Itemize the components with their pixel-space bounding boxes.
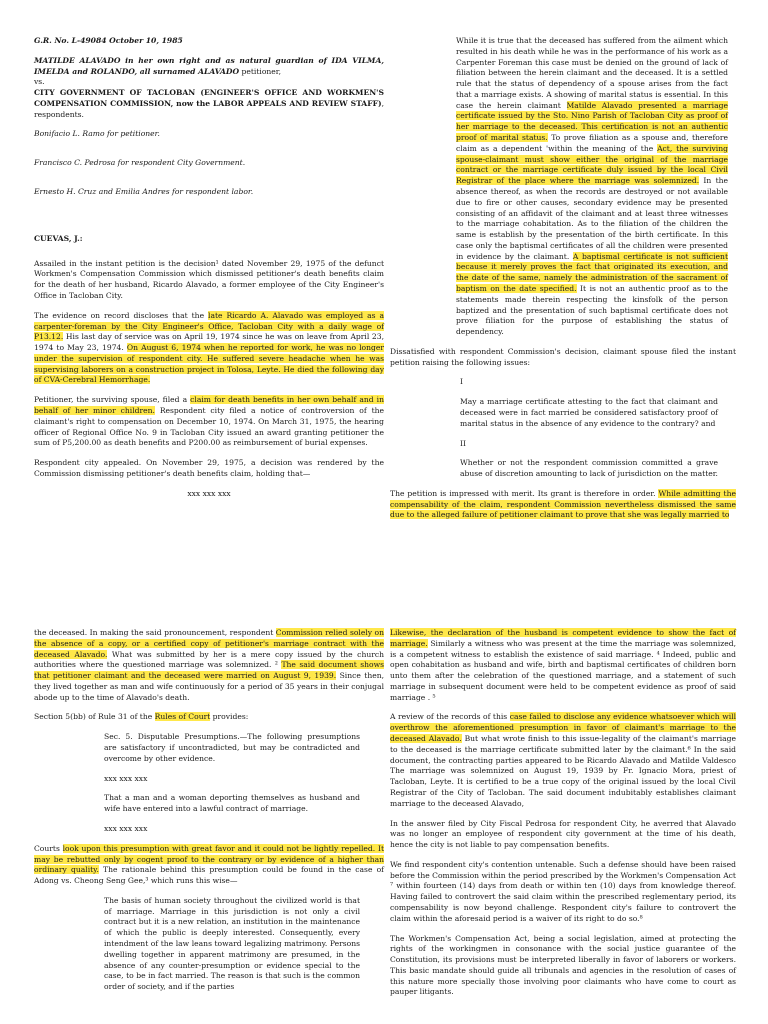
column-1-bottom <box>34 628 384 1002</box>
highlight: Likewise, the declaration of the husband is competent evidence to show the fact of marriage. <box>390 628 736 648</box>
counsel-petitioner: Bonifacio L. Ramo for petitioner. <box>34 129 160 139</box>
paragraph: The Workmen's Compensation Act, being a social legislation, aimed at protecting the rights of the workingmen in consonance with the social justice guarantee of the Constitution, its provisions must be interpreted liberally in favor of laborers or workers. This basic mandate should guide all tribunals and agencies in the resolution of cases of this nature more specially those involving poor claimants who have come to court as pauper litigants. <box>390 933 736 997</box>
block-quote: That a man and a woman deporting themselves as husband and wife have entered into a lawful contract of marriage. <box>104 793 360 814</box>
ellipsis: xxx xxx xxx <box>104 823 148 833</box>
highlight: While admitting the compensability of the claim, respondent Commission nevertheless dismissed the same due to the alleged failure of petitioner claimant to prove that she was legally married to <box>390 488 736 520</box>
quoted-decision: While it is true that the deceased has suffered from the ailment which resulted in his death while he was in the performance of his work as a Carpenter Foreman this case must be denied on the ground of lack of filiation between the herein claimant and the deceased. It is a settled rule that the status of dependency of a spouse arises from the fact that a marriage exists. A showing of marital status is essential. In this case the herein claimant Matilde Alavado presented a marriage certificate issued by the Sto. Nino Parish of Tacloban City as proof of her marriage to the deceased. This certification is not an authentic proof of marital status. To prove filiation as a spouse and, therefore claim as a dependent 'within the meaning of the Act, the surviving spouse-claimant must show either the original of the marriage contract or the marriage certificate duly issued by the local Civil Registrar of the place where the marriage was solemnized. In the absence thereof, as when the records are destroyed or not available due to fire or other causes, secondary evidence may be presented consisting of an affidavit of the claimant and at least three witnesses to the marriage cohabitation. As to the filiation of the children the same is establish by the presentation of the birth certificate. In this case only the baptismal certificates of all the children were presented in evidence by the claimant. A baptismal certificate is not sufficient because it merely proves the fact that originated its execution, and the date of the same, namely the administration of the sacrament of baptism on the date specified. It is not an authentic proof as to the statements made therein respecting the kinsfolk of the person baptized and the presentation of such baptismal certificate does not prove filiation for the purpose of establishing the status of dependency. <box>456 36 729 337</box>
petitioner-line: MATILDE ALAVADO in her own right and as natural guardian of IDA VILMA, IMELDA and ROLANDO, all surnamed ALAVADO petitioner, vs. CITY GOVERNMENT OF TACLOBAN (ENGINEER'S OFFICE AND WORKMEN'S COMPENSATION COMMISSION, now the LABOR APPEALS AND REVIEW STAFF), respondents. <box>34 55 384 119</box>
ellipsis: xxx xxx xxx <box>187 488 231 498</box>
paragraph: Courts look upon this presumption with great favor and it could not be lightly repelled. It may be rebutted only by cogent proof to the contrary or by evidence of a higher than ordinary quality. The rationale behind this presumption could be found in the case of Adong vs. Cheong Seng Gee,³ which runs this wise— <box>34 843 384 886</box>
highlight: Act, the surviving spouse-claimant must show either the original of the marriage contract or the marriage certificate duly issued by the local Civil Registrar of the place where the marriage was solemnized. <box>456 143 728 186</box>
column-1-top <box>34 36 384 508</box>
highlight: claim for death benefits in her own behalf and in behalf of her minor children. <box>34 395 384 415</box>
ellipsis: xxx xxx xxx <box>104 773 148 783</box>
counsel-labor: Ernesto H. Cruz and Emilia Andres for respondent labor. <box>34 187 254 197</box>
highlight: Matilde Alavado presented a marriage certificate issued by the Sto. Nino Parish of Tacloban City as proof of her marriage to the deceased. This certification is not an authentic proof of marital status. <box>456 100 728 143</box>
paragraph: The petition is impressed with merit. Its grant is therefore in order. While admitting the compensability of the claim, respondent Commission nevertheless dismissed the same due to the alleged failure of petitioner claimant to prove that she was legally married to <box>390 488 736 520</box>
ponente: CUEVAS, J.: <box>34 233 83 243</box>
issue-number: II <box>460 438 466 448</box>
case-number: G.R. No. L-49084 October 10, 1985 <box>34 36 183 45</box>
paragraph: Respondent city appealed. On November 29, 1975, a decision was rendered by the Commission dismissing petitioner's death benefits claim, holding that— <box>34 458 384 478</box>
paragraph: In the answer filed by City Fiscal Pedrosa for respondent City, he averred that Alavado was no longer an employee of respondent city government at the time of his death, hence the city is not liable to pay compensation benefits. <box>390 818 736 850</box>
paragraph: Petitioner, the surviving spouse, filed a claim for death benefits in her own behalf and in behalf of her minor children. Respondent city filed a notice of controversion of the claimant's right to compensation on December 10, 1974. On March 31, 1975, the hearing officer of Regional Office No. 9 in Tacloban City issued an award granting petitioner the sum of P5,200.00 as death benefits and P200.00 as reimbursement of burial expenses. <box>34 395 385 448</box>
block-quote: The basis of human society throughout the civilized world is that of marriage. Marriage in this jurisdiction is not only a civil contract but it is a new relation, an institution in the maintenance of which the public is deeply interested. Consequently, every intendment of the law leans toward legalizing matrimony. Persons dwelling together in apparent matrimony are presumed, in the absence of any counter-presumption or evidence special to the case, to be in fact married. The reason is that such is the common order of society, and if the parties <box>104 895 360 992</box>
highlight: Commission relied solely on the absence of a copy, or a certified copy of petitioner's marriage contract with the deceased Alavado. <box>34 628 384 659</box>
issue-2: Whether or not the respondent commission committed a grave abuse of discretion amounting to lack of jurisdiction on the matter. <box>460 458 718 479</box>
highlight: On August 6, 1974 when he reported for work, he was no longer under the supervision of respondent city. He suffered severe headache when he was supervising laborers on a construction project in Tolosa, Leyte. He died the following day of CVA-Cerebral Hemorrhage. <box>34 343 384 385</box>
paragraph: the deceased. In making the said pronouncement, respondent Commission relied solely on the absence of a copy, or a certified copy of petitioner's marriage contract with the deceased Alavado. What was submitted by her is a mere copy issued by the church authorities where the questioned marriage was solemnized. ² The said document shows that petitioner claimant and the deceased were married on August 9, 1939. Since then, they lived together as man and wife continuously for a period of 35 years in their conjugal abode up to the time of Alavado's death. <box>34 628 385 702</box>
paragraph: Assailed in the instant petition is the decision¹ dated November 29, 1975 of the defunct Workmen's Compensation Commission which dismissed petitioner's death benefits claim for the death of her husband, Ricardo Alavado, a former employee of the City Engineer's Office in Tacloban City. <box>34 258 384 300</box>
paragraph: Likewise, the declaration of the husband is competent evidence to show the fact of marriage. Similarly a witness who was present at the time the marriage was solemnized, is a competent witness to establish the existence of said marriage. ⁴ Indeed, public and open cohabitation as husband and wife, birth and baptismal certificates of children born unto them after the celebration of the questioned marriage, and a statement of such marriage in subsequent document were held to be competent evidence as proof of said marriage . ⁵ <box>390 628 736 702</box>
highlight: look upon this presumption with great favor and it could not be lightly repelled. It may be rebutted only by cogent proof to the contrary or by evidence of a higher than ordinary quality. <box>34 843 384 875</box>
paragraph: Dissatisfied with respondent Commission's decision, claimant spouse filed the instant petition raising the following issues: <box>390 346 736 367</box>
highlight: late Ricardo A. Alavado was employed as a carpenter-foreman by the City Engineer's Office, Tacloban City with a daily wage of P13.12. <box>34 310 384 342</box>
highlight: Rules of Court <box>154 712 211 722</box>
highlight: The said document shows that petitioner claimant and the deceased were married on August 9, 1939. <box>34 660 384 681</box>
highlight: A baptismal certificate is not sufficient because it merely proves the fact that originated its execution, and the date of the same, namely the administration of the sacrament of baptism on the date specified. <box>456 251 728 293</box>
counsel-city: Francisco C. Pedrosa for respondent City Government. <box>34 158 246 168</box>
column-2-top <box>390 36 736 530</box>
column-2-bottom <box>390 628 736 1007</box>
highlight: case failed to disclose any evidence whatsoever which will overthrow the aforementioned presumption in favor of claimant's marriage to the deceased Alavado. <box>390 712 736 744</box>
issue-1: May a marriage certificate attesting to the fact that claimant and deceased were in fact married be considered satisfactory proof of marital status in the absence of any evidence to the contrary? and <box>460 397 718 428</box>
block-quote: Sec. 5. Disputable Presumptions.—The following presumptions are satisfactory if uncontradicted, but may be contradicted and overcome by other evidence. <box>104 732 360 763</box>
paragraph: Section 5(bb) of Rule 31 of the Rules of Court provides: <box>34 712 249 722</box>
paragraph: A review of the records of this case failed to disclose any evidence whatsoever which will overthrow the aforementioned presumption in favor of claimant's marriage to the deceased Alavado. But what wrote finish to this issue-legality of the claimant's marriage to the deceased is the marriage certificate submitted later by the claimant.⁶ In the said document, the contracting parties appeared to be Ricardo Alavado and Matilde Valdesco The marriage was solemnized on August 19, 1939 by Fr. Ignacio Mora, priest of Tacloban, Leyte. It is certified to be a true copy of the original issued by the local Civil Registrar of the City of Tacloban. The said document indubitably establishes claimant marriage to the deceased Alavado, <box>390 712 737 808</box>
issue-number: I <box>460 377 463 387</box>
paragraph: The evidence on record discloses that the late Ricardo A. Alavado was employed as a carpenter-foreman by the City Engineer's Office, Tacloban City with a daily wage of P13.12. His last day of service was on April 19, 1974 since he was on leave from April 23, 1974 to May 23, 1974. On August 6, 1974 when he reported for work, he was no longer under the supervision of respondent city. He suffered severe headache when he was supervising laborers on a construction project in Tolosa, Leyte. He died the following day of CVA-Cerebral Hemorrhage. <box>34 310 384 385</box>
paragraph: We find respondent city's contention untenable. Such a defense should have been raised before the Commission within the period prescribed by the Workmen's Compensation Act ⁷ within fourteen (14) days from death or within ten (10) days from knowledge thereof. Having failed to controvert the said claim within the prescribed reglementary period, its compensability is now beyond challenge. Respondent city's failure to controvert the claim within the aforesaid period is a waiver of its right to do so.⁸ <box>390 859 736 923</box>
